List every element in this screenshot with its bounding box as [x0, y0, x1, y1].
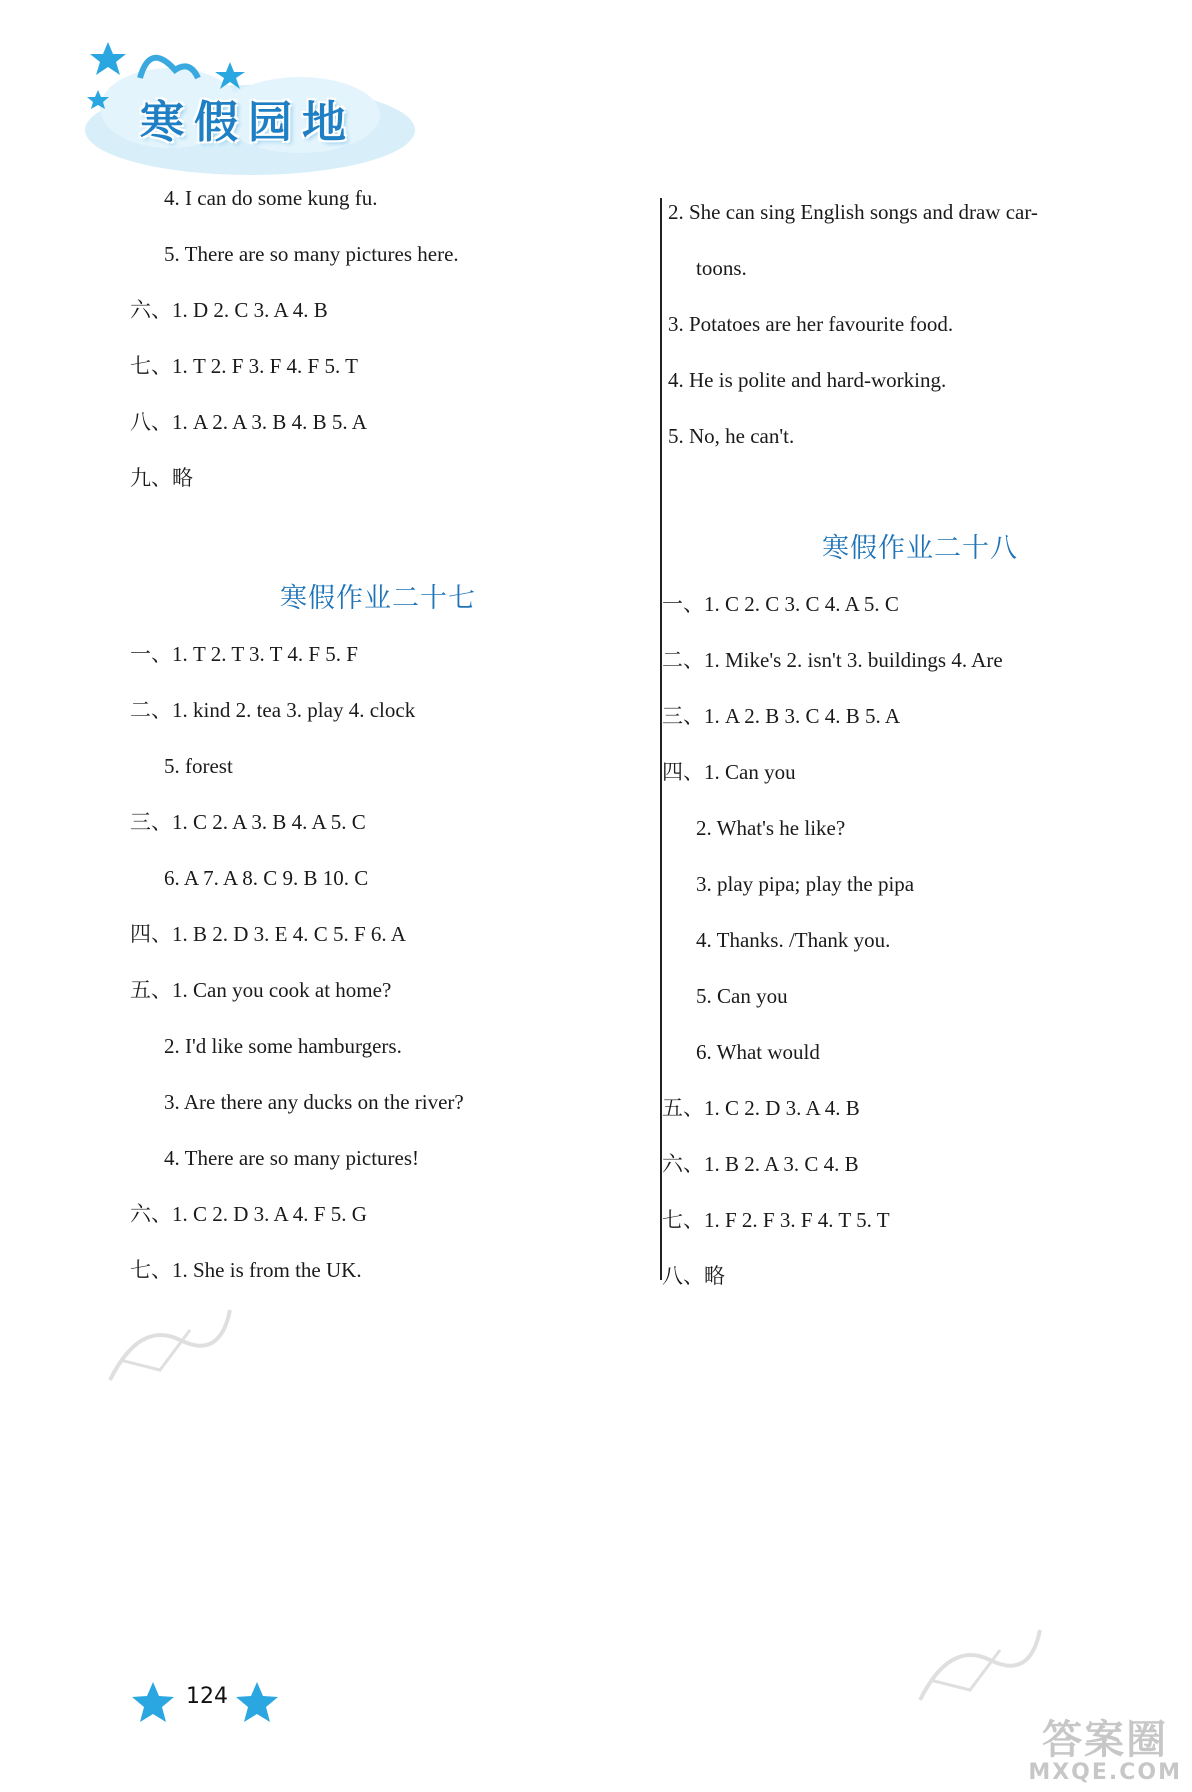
answer-line: 4. Thanks. /Thank you. — [696, 928, 891, 952]
answer-line: 4. There are so many pictures! — [164, 1146, 420, 1170]
answer-line: 5. There are so many pictures here. — [164, 242, 459, 266]
section-heading: 寒假作业二十八 — [822, 533, 1018, 564]
answer-line: 3. play pipa; play the pipa — [696, 872, 915, 896]
watermark-logo-url: MXQE.COM — [1028, 1759, 1182, 1785]
answer-line: 5. Can you — [696, 984, 788, 1008]
footer — [130, 1670, 290, 1720]
answer-line: 四、1. B 2. D 3. E 4. C 5. F 6. A — [130, 922, 406, 946]
watermark-icon — [910, 1620, 1050, 1710]
star-icon — [130, 1680, 176, 1724]
answer-line: 2. I'd like some hamburgers. — [164, 1034, 402, 1058]
answer-line: 七、1. T 2. F 3. F 4. F 5. T — [130, 354, 358, 378]
answer-line: 3. Potatoes are her favourite food. — [668, 312, 954, 336]
answer-line: 八、1. A 2. A 3. B 4. B 5. A — [130, 410, 367, 434]
answer-line: 八、略 — [662, 1264, 725, 1288]
answer-line: 二、1. kind 2. tea 3. play 4. clock — [130, 698, 416, 722]
answer-line: 五、1. Can you cook at home? — [130, 978, 392, 1002]
answer-line: 一、1. C 2. C 3. C 4. A 5. C — [662, 592, 899, 616]
answer-line: 5. No, he can't. — [668, 424, 795, 448]
answer-line: toons. — [696, 256, 747, 280]
answer-line: 6. What would — [696, 1040, 820, 1064]
answer-line: 九、略 — [130, 466, 193, 490]
answer-line: 三、1. C 2. A 3. B 4. A 5. C — [130, 810, 366, 834]
answer-line: 4. He is polite and hard-working. — [668, 368, 947, 392]
banner — [80, 30, 420, 180]
watermark-logo — [1028, 1716, 1182, 1785]
star-icon — [90, 42, 126, 75]
answer-line: 6. A 7. A 8. C 9. B 10. C — [164, 866, 369, 890]
star-icon — [234, 1680, 280, 1724]
answer-line: 一、1. T 2. T 3. T 4. F 5. F — [130, 642, 358, 666]
answer-line: 5. forest — [164, 754, 233, 778]
answer-line: 七、1. She is from the UK. — [130, 1258, 362, 1282]
answer-line: 六、1. C 2. D 3. A 4. F 5. G — [130, 1202, 367, 1226]
answer-line: 三、1. A 2. B 3. C 4. B 5. A — [662, 704, 901, 728]
answer-line: 二、1. Mike's 2. isn't 3. buildings 4. Are — [662, 648, 1003, 672]
answer-line: 4. I can do some kung fu. — [164, 186, 378, 210]
answer-line: 六、1. D 2. C 3. A 4. B — [130, 298, 328, 322]
answer-line: 五、1. C 2. D 3. A 4. B — [662, 1096, 860, 1120]
answer-line: 四、1. Can you — [662, 760, 796, 784]
answer-line: 2. She can sing English songs and draw car- — [668, 200, 1038, 224]
answer-line: 3. Are there any ducks on the river? — [164, 1090, 464, 1114]
answer-line: 2. What's he like? — [696, 816, 846, 840]
watermark-logo-text: 答案圈 — [1042, 1716, 1169, 1763]
banner-title: 寒假园地 — [140, 97, 356, 148]
answer-line: 六、1. B 2. A 3. C 4. B — [662, 1152, 859, 1176]
page-number: 124 — [186, 1684, 228, 1709]
watermark-icon — [100, 1300, 240, 1390]
answer-line: 七、1. F 2. F 3. F 4. T 5. T — [662, 1208, 890, 1232]
section-heading: 寒假作业二十七 — [280, 583, 476, 614]
